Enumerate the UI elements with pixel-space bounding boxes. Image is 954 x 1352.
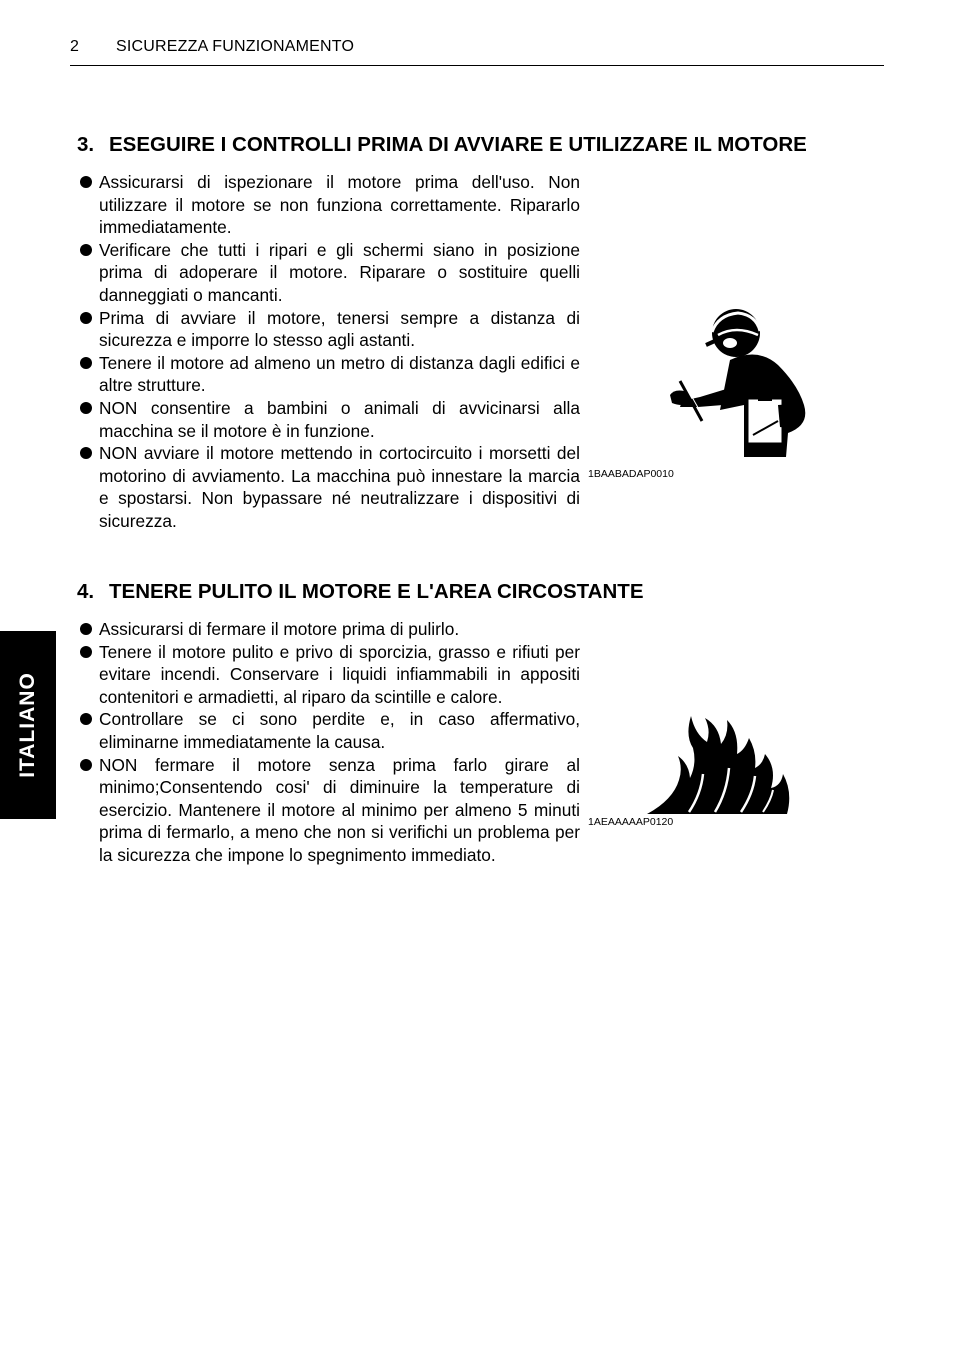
figure-code: 1BAABADAP0010 <box>588 468 674 480</box>
section-number: 4. <box>77 580 95 603</box>
bullet-item: NON consentire a bambini o animali di avvicinarsi alla macchina se il motore è in funzione. <box>80 397 580 442</box>
running-title: SICUREZZA FUNZIONAMENTO <box>116 38 355 55</box>
language-side-tab <box>0 631 56 819</box>
bullet-item: Verificare che tutti i ripari e gli schermi siano in posizione prima di adoperare il motore. Riparare o sostituire quelli danneggiati o mancanti. <box>80 239 580 307</box>
page-number: 2 <box>70 38 79 55</box>
bullet-item: Assicurarsi di fermare il motore prima di pulirlo. <box>80 618 580 641</box>
language-tab-label: ITALIANO <box>16 672 39 778</box>
inspector-figure <box>660 305 810 460</box>
bullet-item: Tenere il motore pulito e privo di sporcizia, grasso e rifiuti per evitare incendi. Conservare i liquidi infiammabili in appositi contenitori e armadietti, al riparo da scintille e calore. <box>80 641 580 709</box>
fire-flames-icon <box>645 708 793 816</box>
section-title-text: TENERE PULITO IL MOTORE E L'AREA CIRCOSTANTE <box>109 580 644 603</box>
section-title-text: ESEGUIRE I CONTROLLI PRIMA DI AVVIARE E UTILIZZARE IL MOTORE <box>109 133 807 156</box>
bullet-item: NON avviare il motore mettendo in cortocircuito i morsetti del motorino di avviamento. La macchina può innestare la marcia e spostarsi. Non bypassare né neutralizzare i dispositivi di sicurezza. <box>80 442 580 532</box>
section-3-heading <box>77 133 807 157</box>
fire-figure <box>645 708 793 816</box>
bullet-item: Prima di avviare il motore, tenersi sempre a distanza di sicurezza e imporre lo stesso agli astanti. <box>80 307 580 352</box>
section-3-bullet-list <box>80 171 580 533</box>
section-number: 3. <box>77 133 95 156</box>
inspector-clipboard-icon <box>660 305 810 460</box>
bullet-item: Controllare se ci sono perdite e, in caso affermativo, eliminarne immediatamente la causa. <box>80 708 580 753</box>
section-4-heading <box>77 580 644 604</box>
section-4-bullet-list <box>80 618 580 867</box>
bullet-item: Tenere il motore ad almeno un metro di distanza dagli edifici e altre strutture. <box>80 352 580 397</box>
page-header <box>70 38 884 66</box>
bullet-item: Assicurarsi di ispezionare il motore prima dell'uso. Non utilizzare il motore se non funziona correttamente. Ripararlo immediatamente. <box>80 171 580 239</box>
figure-code: 1AEAAAAAP0120 <box>588 816 674 828</box>
bullet-item: NON fermare il motore senza prima farlo girare al minimo;Consentendo cosi' di diminuire la temperature di esercizio. Mantenere il motore al minimo per almeno 5 minuti prima di fermarlo, a meno che non si verifichi un problema per la sicurezza che impone lo spegnimento immediato. <box>80 754 580 867</box>
